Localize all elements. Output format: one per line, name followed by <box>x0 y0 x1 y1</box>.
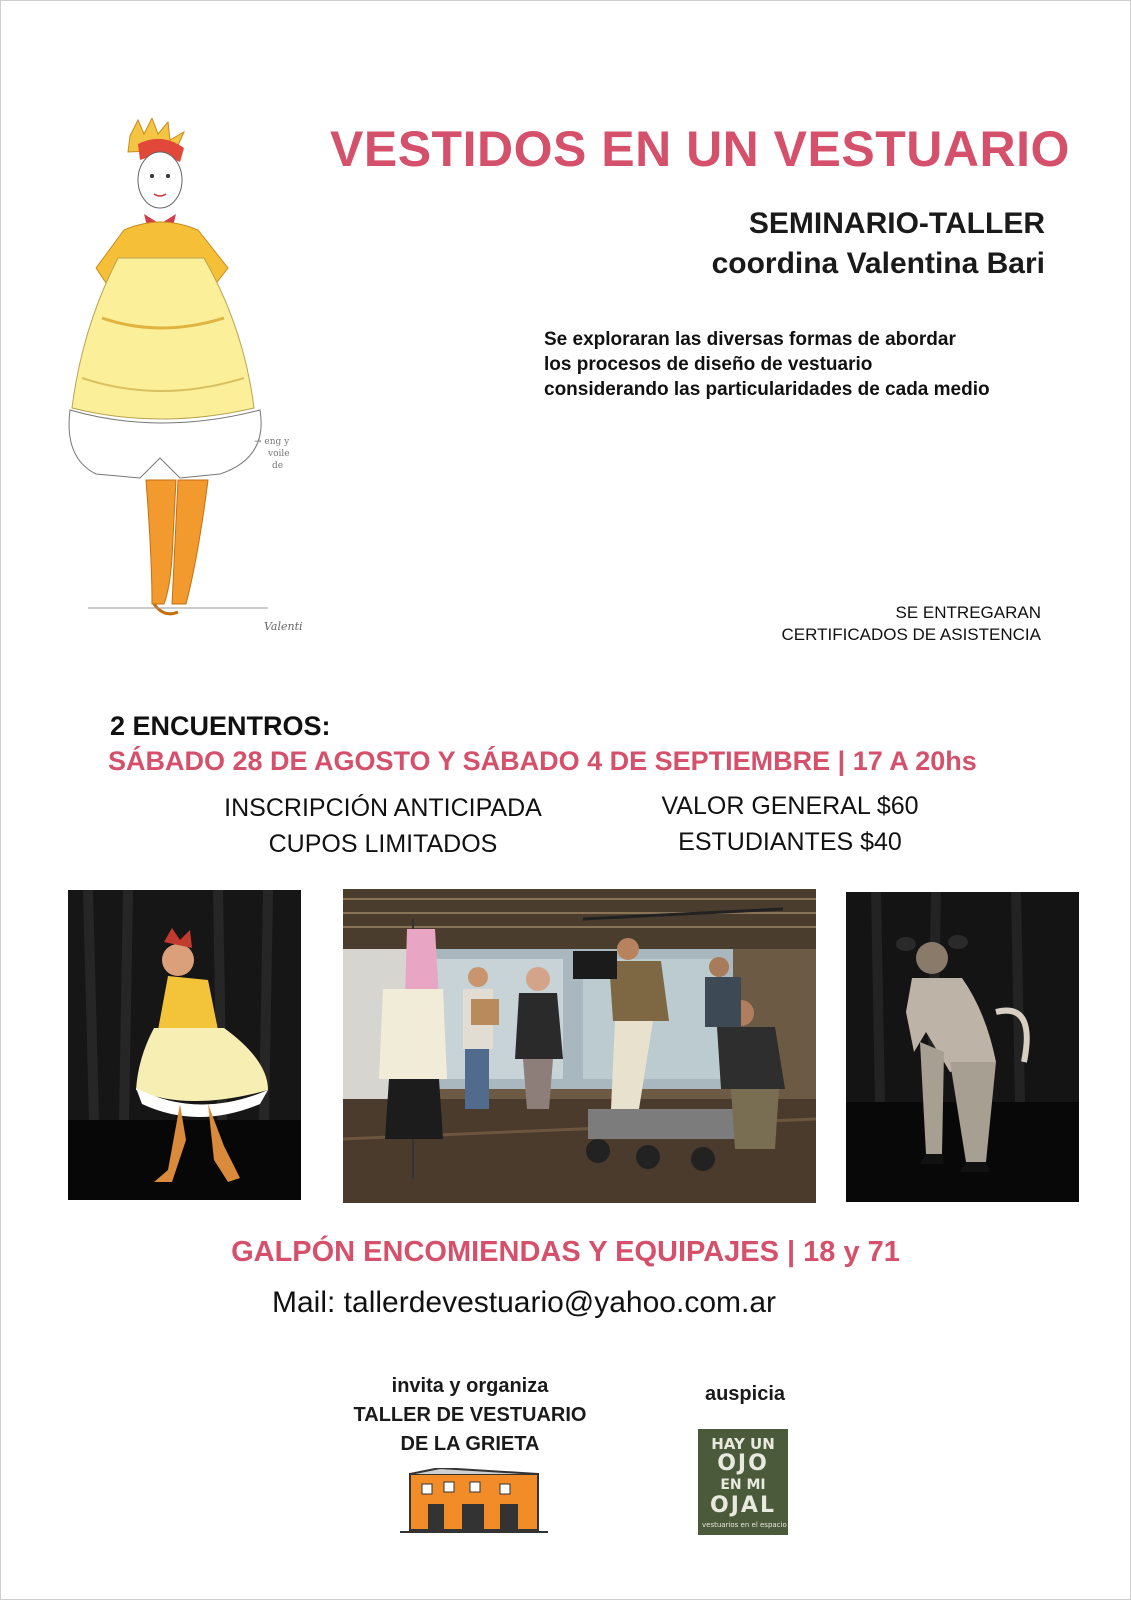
meetings-dates: SÁBADO 28 DE AGOSTO Y SÁBADO 4 DE SEPTIEMBRE | 17 A 20hs <box>108 746 977 776</box>
description-line-1: Se exploraran las diversas formas de abordar <box>544 329 956 350</box>
sketch-note: → eng y <box>254 437 290 447</box>
sketch-note-2: voile <box>268 449 290 459</box>
pricing-info <box>640 788 940 860</box>
subtitle <box>712 204 1045 284</box>
costume-sketch <box>68 118 308 648</box>
sponsor-logo-line-3: EN MI <box>720 1477 766 1493</box>
organizer <box>350 1372 590 1459</box>
sponsor-logo <box>698 1429 788 1535</box>
organizer-name-line-2: DE LA GRIETA <box>400 1433 540 1455</box>
organizer-label: invita y organiza <box>391 1375 549 1397</box>
certificates-line-2: CERTIFICADOS DE ASISTENCIA <box>781 625 1041 644</box>
sponsor-logo-line-2: OJO <box>717 1451 769 1476</box>
venue: GALPÓN ENCOMIENDAS Y EQUIPAJES | 18 y 71 <box>231 1236 900 1268</box>
building-logo <box>400 1468 548 1536</box>
description-line-3: considerando las particularidades de cada medio <box>544 379 990 400</box>
meetings-heading: 2 ENCUENTROS: <box>110 711 331 741</box>
photo-film-set <box>343 889 816 1203</box>
description <box>544 327 990 402</box>
registration-line-2: CUPOS LIMITADOS <box>268 830 498 858</box>
certificates-line-1: SE ENTREGARAN <box>895 603 1041 622</box>
contact-mail[interactable]: Mail: tallerdevestuario@yahoo.com.ar <box>272 1286 777 1319</box>
sponsor-label: auspicia <box>704 1383 786 1405</box>
price-general: VALOR GENERAL $60 <box>661 792 919 820</box>
sponsor-logo-tagline: vestuarios en el espacio <box>702 1521 787 1529</box>
photo-performer-animal <box>846 892 1079 1202</box>
certificates-note <box>782 602 1041 646</box>
sketch-note-3: de <box>272 461 284 471</box>
subtitle-line-2: coordina Valentina Bari <box>711 247 1045 280</box>
registration-info <box>218 790 548 862</box>
sketch-signature: Valenti <box>264 620 303 633</box>
price-students: ESTUDIANTES $40 <box>678 828 902 856</box>
page-title: VESTIDOS EN UN VESTUARIO <box>330 121 1070 177</box>
sponsor-logo-line-4: OJAL <box>710 1493 776 1518</box>
registration-line-1: INSCRIPCIÓN ANTICIPADA <box>224 794 542 822</box>
organizer-name-line-1: TALLER DE VESTUARIO <box>353 1404 587 1426</box>
subtitle-line-1: SEMINARIO-TALLER <box>748 207 1045 240</box>
photo-dancer-yellow <box>68 890 301 1200</box>
sponsor-logo-line-1: HAY UN <box>711 1435 775 1453</box>
description-line-2: los procesos de diseño de vestuario <box>544 354 873 375</box>
